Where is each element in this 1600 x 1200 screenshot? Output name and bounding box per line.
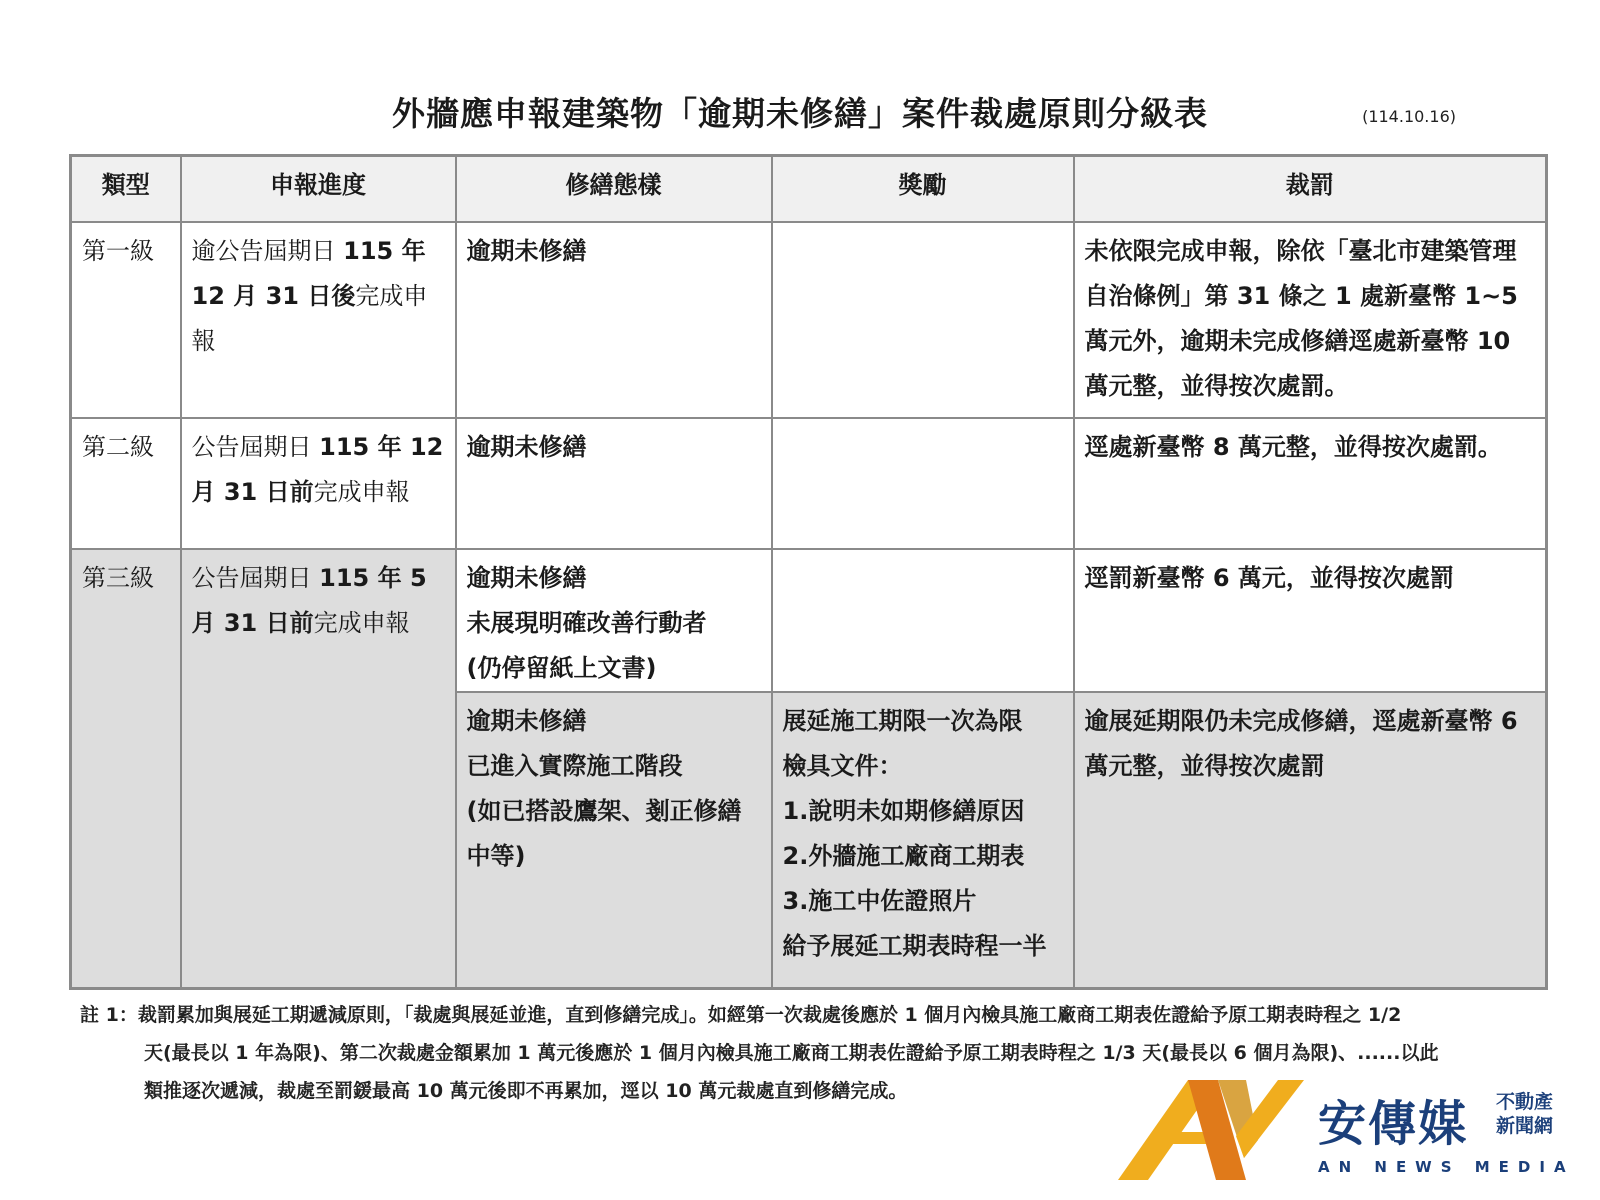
row3a-repair-line: (仍停留紙上文書) (466, 654, 657, 682)
page-title: 外牆應申報建築物「逾期未修繕」案件裁處原則分級表 (392, 94, 1208, 133)
logo-sub-line: 新聞網 (1496, 1115, 1554, 1137)
row3a-repair-line: 未展現明確改善行動者 (466, 609, 707, 637)
logo-sub-line: 不動產 (1496, 1091, 1554, 1113)
row3b-reward-line: 3.施工中佐證照片 (782, 887, 977, 915)
logo-brand-sub (1496, 1090, 1586, 1138)
header-progress: 申報進度 (181, 156, 456, 223)
header-type: 類型 (71, 156, 181, 223)
row2-progress (181, 418, 456, 549)
footnote-line-2: 天(最長以 1 年為限)、第二次裁處金額累加 1 萬元後應於 1 個月內檢具施工廠商工期表佐證給予原工期表時程之 1/3 天(最長以 6 個月為限)、......以此 (144, 1042, 1439, 1064)
footnote-label: 註 1： (80, 1004, 138, 1026)
row3-progress-prefix: 公告屆期日 (191, 564, 320, 592)
row3a-penalty: 逕罰新臺幣 6 萬元，並得按次處罰 (1074, 549, 1547, 692)
footnote-line-3: 類推逐次遞減，裁處至罰鍰最高 10 萬元後即不再累加，逕以 10 萬元裁處直到修繕完成。 (144, 1080, 908, 1102)
row3b-repair-line: (如已搭設鷹架、剗正修繕中等) (466, 797, 742, 870)
header-repair: 修繕態樣 (456, 156, 772, 223)
row2-progress-date: 115 年 12 月 31 日前 (191, 433, 444, 506)
row3b-reward-line: 給予展延工期表時程一半 (782, 932, 1047, 960)
row3b-repair (456, 692, 772, 989)
row1-progress-prefix: 逾公告屆期日 (191, 237, 344, 265)
row1-type: 第一級 (71, 222, 181, 418)
table-row (71, 418, 1547, 549)
row3b-repair-line: 已進入實際施工階段 (466, 752, 683, 780)
footnote-line-1: 裁罰累加與展延工期遞減原則，「裁處與展延並進，直到修繕完成」。如經第一次裁處後應於 1 個月內檢具施工廠商工期表佐證給予原工期表時程之 1/2 (137, 1004, 1402, 1026)
row3b-penalty: 逾展延期限仍未完成修繕，逕處新臺幣 6 萬元整，並得按次處罰 (1074, 692, 1547, 989)
row1-reward (772, 222, 1074, 418)
row3b-reward (772, 692, 1074, 989)
logo-brand-en: AN NEWS MEDIA (1318, 1158, 1575, 1176)
row2-repair: 逾期未修繕 (456, 418, 772, 549)
row3b-reward-line: 2.外牆施工廠商工期表 (782, 842, 1025, 870)
row2-type: 第二級 (71, 418, 181, 549)
row3-type: 第三級 (71, 549, 181, 989)
row2-progress-suffix: 完成申報 (313, 478, 410, 506)
row3b-reward-line: 檢具文件： (782, 752, 903, 780)
row3-progress (181, 549, 456, 989)
row3-progress-date: 115 年 5 月 31 日前 (191, 564, 427, 637)
row3b-reward-line: 1.說明未如期修繕原因 (782, 797, 1025, 825)
row3b-reward-line: 展延施工期限一次為限 (782, 707, 1023, 735)
row3-progress-suffix: 完成申報 (313, 609, 410, 637)
row3a-reward (772, 549, 1074, 692)
row1-progress (181, 222, 456, 418)
row1-penalty: 未依限完成申報，除依「臺北市建築管理自治條例」第 31 條之 1 處新臺幣 1~5 萬元外，逾期未完成修繕逕處新臺幣 10 萬元整，並得按次處罰。 (1074, 222, 1547, 418)
table-row (71, 222, 1547, 418)
row3b-repair-line: 逾期未修繕 (466, 707, 587, 735)
logo-brand-cn: 安傳媒 (1318, 1096, 1469, 1152)
table-row (71, 549, 1547, 692)
row1-repair: 逾期未修繕 (456, 222, 772, 418)
row2-penalty: 逕處新臺幣 8 萬元整，並得按次處罰。 (1074, 418, 1547, 549)
table-header-row (71, 156, 1547, 223)
header-reward: 獎勵 (772, 156, 1074, 223)
revision-date: (114.10.16) (1362, 107, 1456, 126)
penalty-table (69, 154, 1548, 990)
row2-progress-prefix: 公告屆期日 (191, 433, 320, 461)
row1-progress-date: 115 年 12 月 31 日後 (191, 237, 426, 310)
header-penalty: 裁罰 (1074, 156, 1547, 223)
row1-progress-suffix: 完成申報 (191, 282, 428, 355)
row2-reward (772, 418, 1074, 549)
row3a-repair (456, 549, 772, 692)
row3a-repair-line: 逾期未修繕 (466, 564, 587, 592)
